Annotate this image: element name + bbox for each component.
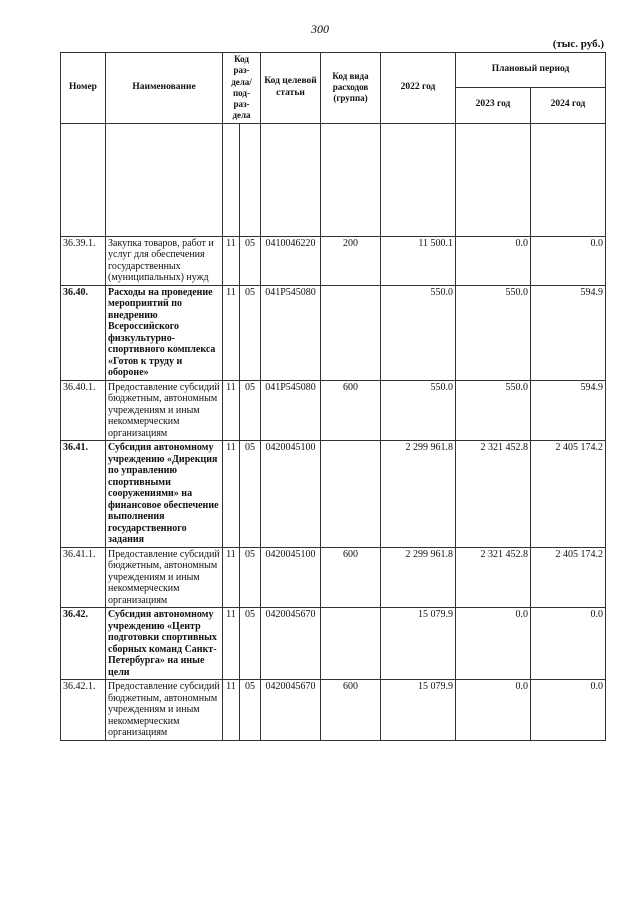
row-name: Предоставление субсидий бюджетным, автономным учреждениям и иным некоммерческим организациям [106,547,223,608]
row-expense-type: 600 [321,547,381,608]
row-section: 11 [223,285,240,380]
row-number: 36.41. [61,441,106,548]
row-amount-2023: 0.0 [456,608,531,680]
row-amount-2022: 550.0 [381,285,456,380]
row-name: Субсидия автономному учреждению «Дирекция по управлению спортивными сооружениями» на финансовое обеспечение выполнения государственного задания [106,441,223,548]
row-amount-2022: 15 079.9 [381,608,456,680]
row-number: 36.40.1. [61,380,106,441]
row-number: 36.42. [61,608,106,680]
row-subsection: 05 [240,547,261,608]
row-expense-type [321,441,381,548]
row-name: Предоставление субсидий бюджетным, автономным учреждениям и иным некоммерческим организациям [106,380,223,441]
row-section: 11 [223,608,240,680]
row-target-article: 0410046220 [261,236,321,285]
row-subsection: 05 [240,236,261,285]
row-amount-2024: 594.9 [531,380,606,441]
header-number: Номер [61,53,106,124]
table-row [61,285,606,380]
row-name: Закупка товаров, работ и услуг для обеспечения государственных (муниципальных) нужд [106,236,223,285]
row-target-article: 0420045670 [261,680,321,741]
row-name: Расходы на проведение мероприятий по внедрению Всероссийского физкультурно-спортивного комплекса «Готов к труду и обороне» [106,285,223,380]
header-year-2023: 2023 год [456,88,531,123]
header-year-2022: 2022 год [381,53,456,124]
row-name: Субсидия автономному учреждению «Центр подготовки спортивных сборных команд Санкт-Петербурга» на иные цели [106,608,223,680]
units-label: (тыс. руб.) [552,38,604,50]
row-target-article: 041P545080 [261,285,321,380]
header-expense-type: Код вида расходов (группа) [321,53,381,124]
row-expense-type: 600 [321,680,381,741]
header-section: Код раз-дела/ под-раз-дела [223,53,261,124]
table-row [61,608,606,680]
row-expense-type [321,608,381,680]
header-name: Наименование [106,53,223,124]
header-spacer [61,123,606,236]
header-target-article: Код целевой статьи [261,53,321,124]
header-plan-period: Плановый период [456,53,606,88]
row-amount-2022: 550.0 [381,380,456,441]
row-name: Предоставление субсидий бюджетным, автономным учреждениям и иным некоммерческим организациям [106,680,223,741]
row-amount-2022: 11 500.1 [381,236,456,285]
row-target-article: 0420045100 [261,547,321,608]
table-row [61,680,606,741]
row-subsection: 05 [240,608,261,680]
row-amount-2023: 0.0 [456,236,531,285]
header-year-2024: 2024 год [531,88,606,123]
table-row [61,441,606,548]
row-number: 36.40. [61,285,106,380]
row-amount-2023: 550.0 [456,380,531,441]
row-number: 36.42.1. [61,680,106,741]
row-amount-2022: 15 079.9 [381,680,456,741]
row-number: 36.39.1. [61,236,106,285]
budget-table [60,52,606,741]
row-amount-2024: 0.0 [531,680,606,741]
row-number: 36.41.1. [61,547,106,608]
row-amount-2022: 2 299 961.8 [381,547,456,608]
row-expense-type: 200 [321,236,381,285]
row-amount-2023: 2 321 452.8 [456,547,531,608]
table-row [61,236,606,285]
row-target-article: 041P545080 [261,380,321,441]
row-amount-2024: 2 405 174.2 [531,441,606,548]
page-number: 300 [311,22,329,36]
row-target-article: 0420045670 [261,608,321,680]
row-subsection: 05 [240,285,261,380]
row-subsection: 05 [240,380,261,441]
row-target-article: 0420045100 [261,441,321,548]
table-row [61,547,606,608]
row-amount-2022: 2 299 961.8 [381,441,456,548]
row-amount-2024: 2 405 174.2 [531,547,606,608]
row-subsection: 05 [240,441,261,548]
row-amount-2023: 0.0 [456,680,531,741]
row-expense-type [321,285,381,380]
row-subsection: 05 [240,680,261,741]
row-amount-2024: 594.9 [531,285,606,380]
row-amount-2023: 550.0 [456,285,531,380]
row-expense-type: 600 [321,380,381,441]
row-amount-2024: 0.0 [531,608,606,680]
row-section: 11 [223,380,240,441]
row-amount-2023: 2 321 452.8 [456,441,531,548]
row-section: 11 [223,547,240,608]
table-row [61,380,606,441]
row-section: 11 [223,680,240,741]
row-amount-2024: 0.0 [531,236,606,285]
row-section: 11 [223,236,240,285]
row-section: 11 [223,441,240,548]
